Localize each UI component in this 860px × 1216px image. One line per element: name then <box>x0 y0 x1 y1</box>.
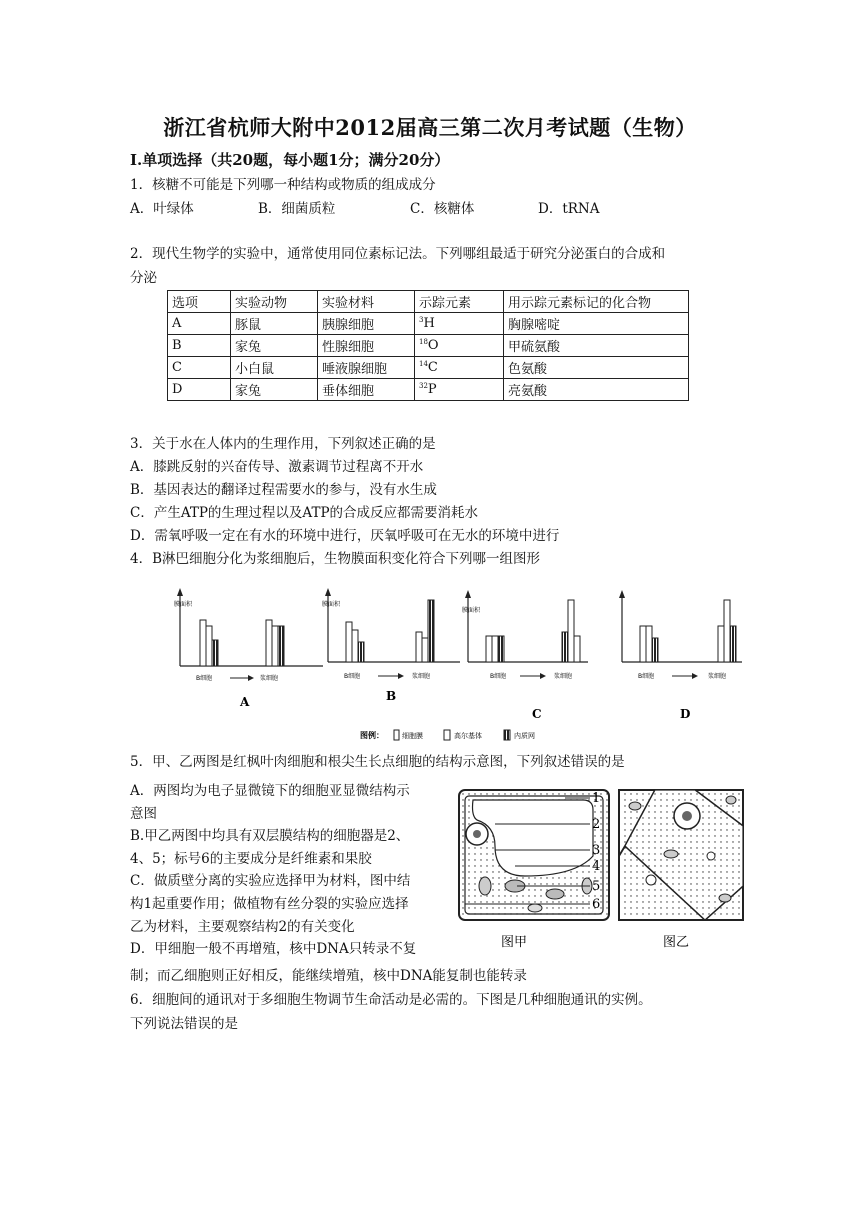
q2-mass-number: 18 <box>419 338 428 346</box>
q5-line: B.甲乙两图中均具有双层膜结构的细胞器是2、 <box>130 828 410 845</box>
q2-element-symbol: C <box>427 360 438 375</box>
q3-stem: 3．关于水在人体内的生理作用，下列叙述正确的是 <box>130 436 436 452</box>
q2-cell-compound: 甲硫氨酸 <box>504 335 689 357</box>
q4-panel-b <box>322 588 460 703</box>
figure-label: 3 <box>592 843 601 858</box>
q2-cell-material: 性腺细胞 <box>318 335 415 357</box>
q5-line: 意图 <box>130 805 157 822</box>
exam-title: 浙江省杭师大附中2012届高三第二次月考试题（生物） <box>163 115 697 140</box>
figure-label: 4 <box>592 859 601 874</box>
q2-cell-compound: 亮氨酸 <box>504 379 689 401</box>
figure-label: 2 <box>592 817 601 832</box>
x-label-left: B细胞 <box>196 675 213 682</box>
q2-cell-option: B <box>168 335 231 357</box>
q2-element-symbol: O <box>427 338 439 353</box>
cell-yi <box>619 790 743 920</box>
q1-options <box>130 199 599 219</box>
q2-cell-animal: 家兔 <box>231 379 318 401</box>
q2-table-header <box>168 291 689 313</box>
figure-label: 1 <box>592 791 601 806</box>
golgi-swatch <box>444 730 450 740</box>
q5-line: D．甲细胞一般不再增殖，核中DNA只转录不复 <box>130 941 417 958</box>
q2-header-element: 示踪元素 <box>415 291 504 313</box>
caption-jia: 图甲 <box>501 935 528 950</box>
q2-cell-animal: 家兔 <box>231 335 318 357</box>
q4-panel-letter: B <box>386 689 397 703</box>
q3-option-b: B．基因表达的翻译过程需要水的参与，没有水生成 <box>130 482 437 498</box>
q4-panel-letter: A <box>240 695 250 709</box>
q5-stem: 5．甲、乙两图是红枫叶肉细胞和根尖生长点细胞的结构示意图，下列叙述错误的是 <box>130 754 625 770</box>
q6-line1: 6．细胞间的通讯对于多细胞生物调节生命活动是必需的。下图是几种细胞通讯的实例。 <box>130 992 652 1008</box>
q2-cell-option: A <box>168 313 231 335</box>
q4-legend <box>360 730 535 740</box>
y-axis-label: 膜面积 <box>462 607 481 614</box>
table-row <box>168 335 689 357</box>
q3-option-c: C．产生ATP的生理过程以及ATP的合成反应都需要消耗水 <box>130 505 479 521</box>
q2-cell-element <box>415 357 504 379</box>
y-axis-label: 膜面积 <box>322 601 341 608</box>
q4-panel-letter: C <box>532 707 542 721</box>
q2-mass-number: 32 <box>419 382 428 390</box>
cell-membrane-swatch <box>394 730 399 740</box>
x-label-left: B细胞 <box>490 673 507 680</box>
q1-option-c: C．核糖体 <box>410 201 475 217</box>
x-label-right: 浆细胞 <box>708 673 727 680</box>
q5-line: 4、5；标号6的主要成分是纤维素和果胶 <box>130 850 372 867</box>
q2-element-symbol: H <box>423 316 435 331</box>
q5-line: C．做质壁分离的实验应选择甲为材料，图中结 <box>130 873 411 890</box>
q2-header-compound: 用示踪元素标记的化合物 <box>504 291 689 313</box>
figure-label: 6 <box>592 897 601 912</box>
x-label-right: 浆细胞 <box>554 673 573 680</box>
x-label-right: 浆细胞 <box>260 675 279 682</box>
q2-cell-option: C <box>168 357 231 379</box>
q6-line2: 下列说法错误的是 <box>130 1016 238 1032</box>
q4-panel-letter: D <box>680 707 691 721</box>
q5-line: 构1起重要作用；做植物有丝分裂的实验应选择 <box>130 895 409 912</box>
q3-option-d: D．需氧呼吸一定在有水的环境中进行，厌氧呼吸可在无水的环境中进行 <box>130 528 560 544</box>
legend-item: 细胞膜 <box>402 732 423 740</box>
legend-item: 高尔基体 <box>454 732 482 740</box>
q2-cell-element <box>415 335 504 357</box>
q2-header-material: 实验材料 <box>318 291 415 313</box>
x-label-left: B细胞 <box>344 673 361 680</box>
q5-line: A．两图均为电子显微镜下的细胞亚显微结构示 <box>130 783 410 799</box>
q3-option-a: A．膝跳反射的兴奋传导、激素调节过程离不开水 <box>130 459 424 475</box>
table-row <box>168 313 689 335</box>
q1-option-d: D．tRNA <box>538 201 600 217</box>
q1-option-a: A．叶绿体 <box>130 201 194 217</box>
q2-mass-number: 3 <box>419 316 424 324</box>
caption-yi: 图乙 <box>663 935 690 950</box>
section-heading: I.单项选择（共20题，每小题1分；满分20分） <box>130 151 450 169</box>
q2-cell-option: D <box>168 379 231 401</box>
q1-stem: 1．核糖不可能是下列哪一种结构或物质的组成成分 <box>130 177 436 193</box>
y-axis-label: 膜面积 <box>174 601 193 608</box>
q5-last-line: 制；而乙细胞则正好相反，能继续增殖，核中DNA能复制也能转录 <box>130 968 527 984</box>
q2-stem-line1: 2．现代生物学的实验中，通常使用同位素标记法。下列哪组最适于研究分泌蛋白的合成和 <box>130 246 666 262</box>
q2-cell-material: 垂体细胞 <box>318 379 415 401</box>
legend-item: 内质网 <box>514 732 535 740</box>
q5-line: 乙为材料，主要观察结构2的有关变化 <box>130 918 355 935</box>
q1-option-b: B．细菌质粒 <box>258 201 336 217</box>
q2-cell-compound: 色氨酸 <box>504 357 689 379</box>
q5-cell-figure <box>455 786 755 956</box>
q2-cell-animal: 豚鼠 <box>231 313 318 335</box>
q4-panel-c <box>462 590 588 721</box>
q4-panel-d <box>619 590 742 721</box>
q2-cell-compound: 胸腺嘧啶 <box>504 313 689 335</box>
q5-options <box>130 780 448 961</box>
q4-membrane-figure <box>168 586 748 746</box>
cell-jia <box>459 790 609 920</box>
x-label-right: 浆细胞 <box>412 673 431 680</box>
figure-label: 5 <box>592 879 601 894</box>
q2-cell-material: 胰腺细胞 <box>318 313 415 335</box>
q2-cell-element <box>415 379 504 401</box>
q4-panel-a <box>174 588 323 709</box>
table-row <box>168 379 689 401</box>
q2-header-animal: 实验动物 <box>231 291 318 313</box>
er-swatch <box>504 730 510 740</box>
q2-header-option: 选项 <box>168 291 231 313</box>
q2-cell-material: 唾液腺细胞 <box>318 357 415 379</box>
q2-table <box>167 290 689 401</box>
table-row <box>168 357 689 379</box>
x-label-left: B细胞 <box>638 673 655 680</box>
q2-element-symbol: P <box>427 382 437 397</box>
q2-cell-animal: 小白鼠 <box>231 357 318 379</box>
q2-mass-number: 14 <box>419 360 428 368</box>
legend-prefix: 图例： <box>360 731 384 740</box>
q2-cell-element <box>415 313 504 335</box>
q4-stem: 4．B淋巴细胞分化为浆细胞后，生物膜面积变化符合下列哪一组图形 <box>130 551 541 567</box>
q2-stem-line2: 分泌 <box>130 270 157 286</box>
